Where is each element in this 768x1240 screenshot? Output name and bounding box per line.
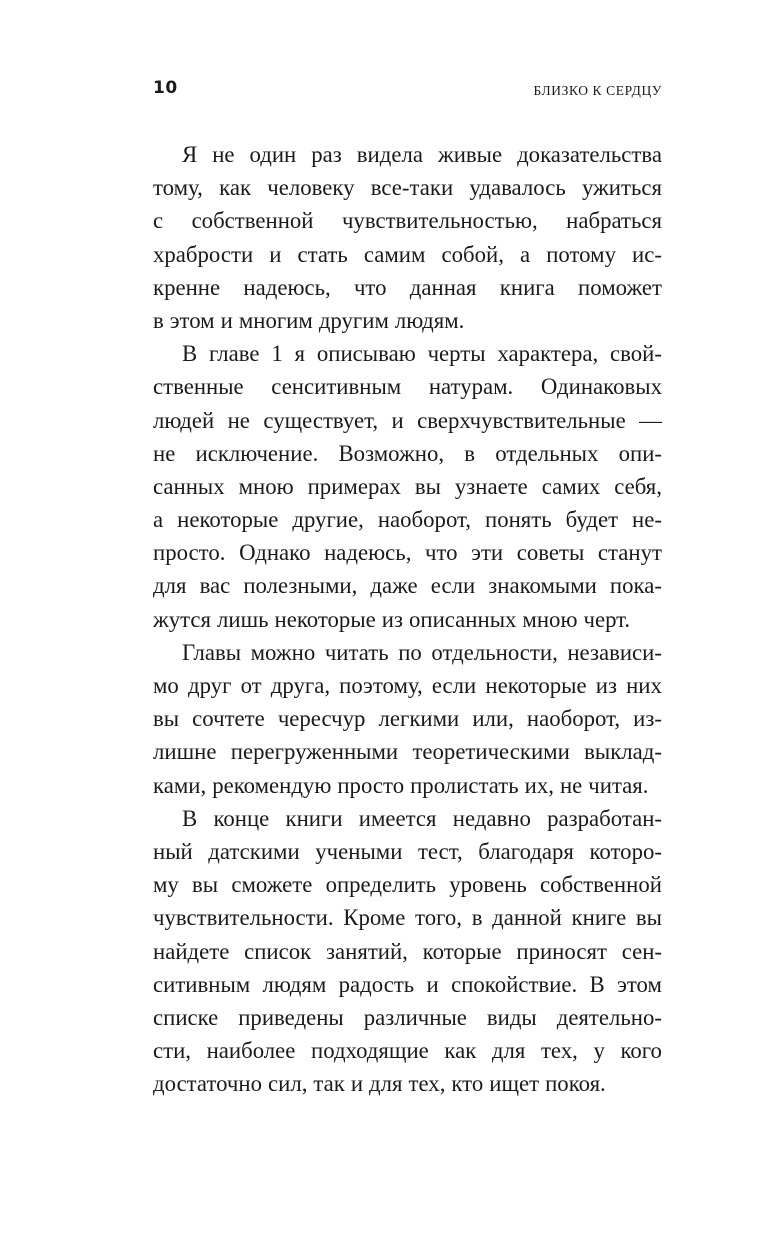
text-line: списке приведены различные виды деятельно- bbox=[153, 1004, 662, 1030]
text-line: не исключение. Возможно, в отдельных опи- bbox=[153, 440, 662, 466]
text-line: жутся лишь некоторые из описанных мною черт. bbox=[153, 606, 631, 632]
text-line: людей не существует, и сверхчувствительные — bbox=[153, 407, 662, 433]
paragraph-4 bbox=[153, 802, 662, 1101]
text-line: ками, рекомендую просто пролистать их, не читая. bbox=[153, 772, 649, 798]
text-line: а некоторые другие, наоборот, понять будет не- bbox=[153, 507, 662, 533]
text-line: тому, как человеку все-таки удавалось ужиться bbox=[153, 175, 662, 201]
text-line: Главы можно читать по отдельности, независи- bbox=[182, 639, 662, 665]
running-header-title: БЛИЗКО К СЕРДЦУ bbox=[533, 83, 662, 98]
text-line: вы сочтете чересчур легкими или, наоборот, из- bbox=[153, 706, 662, 732]
page-number: 10 bbox=[153, 78, 178, 98]
text-line: му вы сможете определить уровень собственной bbox=[153, 872, 662, 898]
text-line: мо друг от друга, поэтому, если некоторые из них bbox=[153, 673, 662, 698]
text-line: лишне перегруженными теоретическими выклад- bbox=[153, 739, 662, 765]
text-line: санных мною примерах вы узнаете самих себя, bbox=[153, 473, 662, 499]
text-line: для вас полезными, даже если знакомыми пока- bbox=[153, 573, 662, 599]
text-line: просто. Однако надеюсь, что эти советы станут bbox=[153, 540, 662, 566]
text-line: найдете список занятий, которые приносят сен- bbox=[153, 938, 662, 964]
paragraph-2 bbox=[153, 337, 662, 636]
text-line: с собственной чувствительностью, набраться bbox=[153, 208, 662, 234]
text-line: ситивным людям радость и спокойствие. В этом bbox=[153, 971, 662, 997]
text-line: В главе 1 я описываю черты характера, свой- bbox=[182, 341, 662, 367]
text-line: Я не один раз видела живые доказательства bbox=[182, 142, 662, 167]
text-line: чувствительности. Кроме того, в данной книге вы bbox=[153, 905, 662, 931]
paragraph-1 bbox=[153, 138, 662, 337]
text-line: В конце книги имеется недавно разработан- bbox=[182, 805, 662, 831]
paragraph-3 bbox=[153, 636, 662, 802]
body-text bbox=[153, 138, 662, 1100]
text-line: достаточно сил, так и для тех, кто ищет покоя. bbox=[153, 1071, 606, 1097]
text-line: в этом и многим другим людям. bbox=[153, 307, 465, 333]
text-line: ный датскими учеными тест, благодаря которо- bbox=[153, 838, 662, 864]
text-line: храбрости и стать самим собой, а потому ис- bbox=[153, 241, 662, 267]
text-line: кренне надеюсь, что данная книга поможет bbox=[153, 274, 662, 300]
text-line: ственные сенситивным натурам. Одинаковых bbox=[153, 374, 662, 400]
text-line: сти, наиболее подходящие как для тех, у кого bbox=[153, 1038, 662, 1064]
